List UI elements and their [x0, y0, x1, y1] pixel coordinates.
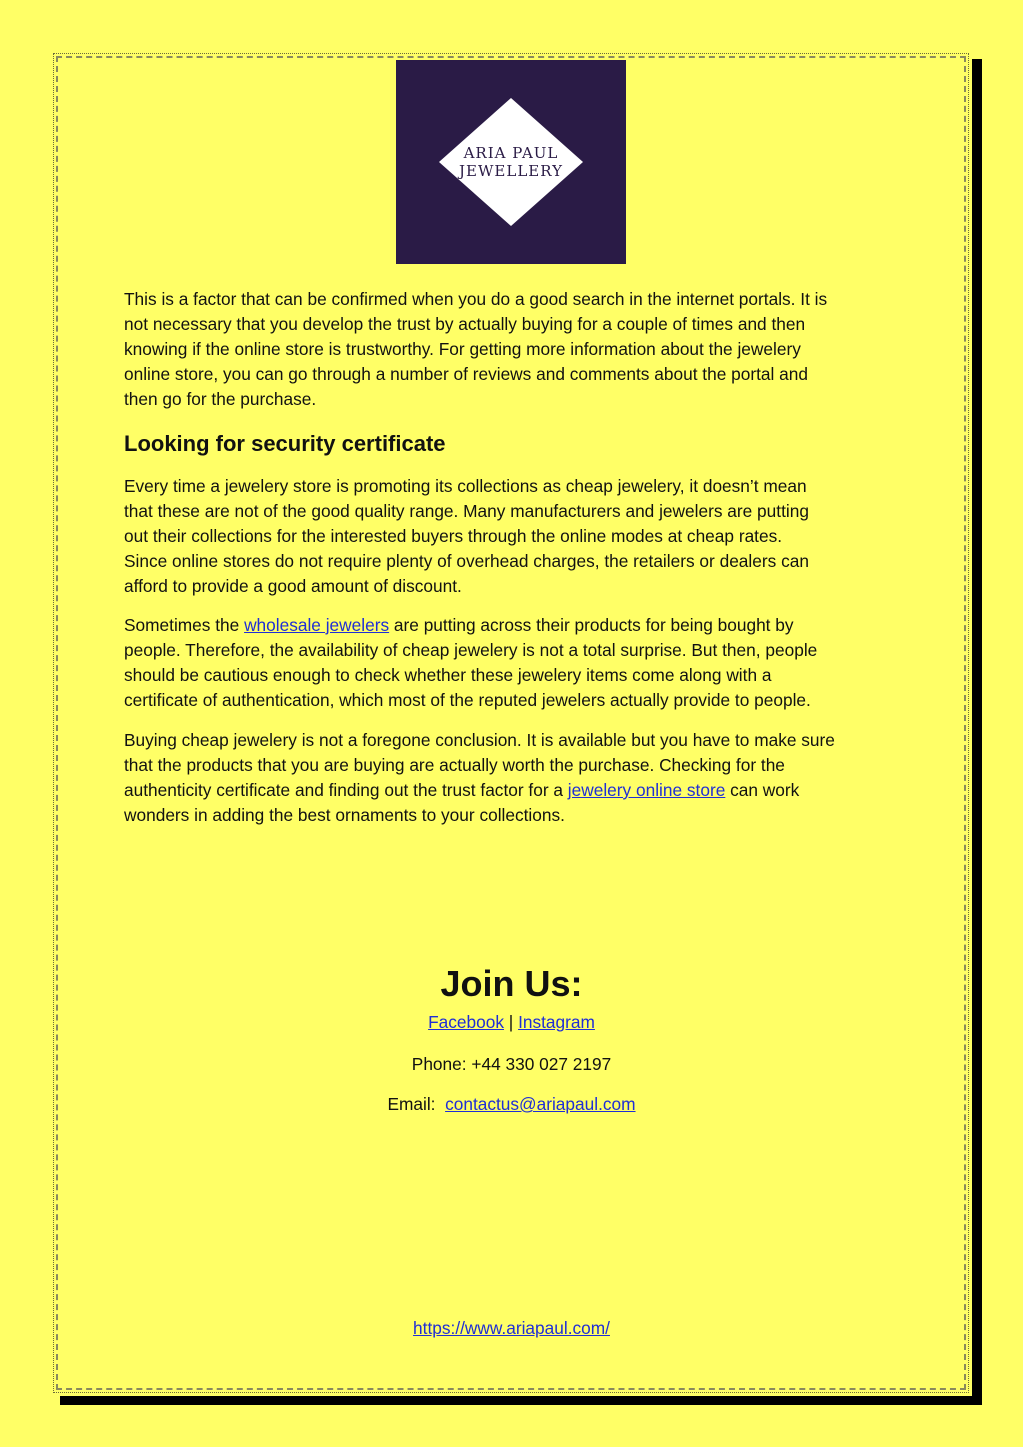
- social-links: [0, 1010, 1023, 1034]
- intro-paragraph: [124, 287, 904, 412]
- social-separator: |: [503, 1012, 519, 1032]
- p3-line-4: certificate of authentication, which most of the reputed jewelers actually provide to people.: [124, 690, 811, 710]
- p3-line-3: should be cautious enough to check whether these jewelery items come along with a: [124, 665, 772, 685]
- p4-line-2: that the products that you are buying are actually worth the purchase. Checking for the: [124, 755, 785, 775]
- email-link[interactable]: contactus@ariapaul.com: [445, 1094, 636, 1114]
- p2-line-1: Every time a jewelery store is promoting its collections as cheap jewelery, it doesn’t mean: [124, 476, 807, 496]
- intro-line-3: knowing if the online store is trustworthy. For getting more information about the jewelery: [124, 339, 801, 359]
- website-line: [0, 1316, 1023, 1340]
- intro-line-1: This is a factor that can be confirmed when you do a good search in the internet portals. It is: [124, 289, 828, 309]
- intro-line-2: not necessary that you develop the trust by actually buying for a couple of times and then: [124, 314, 806, 334]
- p2-line-5: afford to provide a good amount of discount.: [124, 576, 462, 596]
- p2-line-2: that these are not of the good quality range. Many manufacturers and jewelers are putting: [124, 501, 809, 521]
- p4-line-4: wonders in adding the best ornaments to your collections.: [124, 805, 565, 825]
- p3-suffix: are putting across their products for being bought by: [389, 615, 794, 635]
- logo-line-1: ARIA PAUL: [463, 144, 559, 162]
- instagram-link[interactable]: Instagram: [518, 1012, 595, 1032]
- paragraph-conclusion: [124, 728, 904, 828]
- p4-line-3-prefix: authenticity certificate and finding out the trust factor for a: [124, 780, 568, 800]
- p4-line-3-suffix: can work: [725, 780, 800, 800]
- p4-line-1: Buying cheap jewelery is not a foregone conclusion. It is available but you have to make sure: [124, 730, 835, 750]
- intro-line-4: online store, you can go through a number of reviews and comments about the portal and: [124, 364, 808, 384]
- diamond-logo-icon: [396, 60, 626, 264]
- logo-line-2: JEWELLERY: [459, 162, 563, 180]
- wholesale-jewelers-link[interactable]: wholesale jewelers: [244, 615, 390, 635]
- p3-prefix: Sometimes the: [124, 615, 245, 635]
- p2-line-3: out their collections for the interested buyers through the online modes at cheap rates.: [124, 526, 783, 546]
- intro-line-5: then go for the purchase.: [124, 389, 317, 409]
- p2-line-4: Since online stores do not require plenty of overhead charges, the retailers or dealers can: [124, 551, 809, 571]
- phone-line: Phone: +44 330 027 2197: [411, 1054, 612, 1074]
- email-line: [0, 1092, 1023, 1116]
- facebook-link[interactable]: Facebook: [428, 1012, 504, 1032]
- email-label: Email:: [387, 1094, 446, 1114]
- paragraph-discount: [124, 474, 904, 599]
- jewelery-online-store-link[interactable]: jewelery online store: [567, 780, 726, 800]
- join-us-title: Join Us:: [440, 963, 583, 1004]
- paragraph-wholesale: [124, 613, 904, 713]
- section-heading: Looking for security certificate: [124, 431, 446, 456]
- website-link[interactable]: https://www.ariapaul.com/: [413, 1318, 610, 1338]
- p3-line-2: people. Therefore, the availability of cheap jewelery is not a total surprise. But then, people: [124, 640, 818, 660]
- brand-logo: [396, 60, 626, 264]
